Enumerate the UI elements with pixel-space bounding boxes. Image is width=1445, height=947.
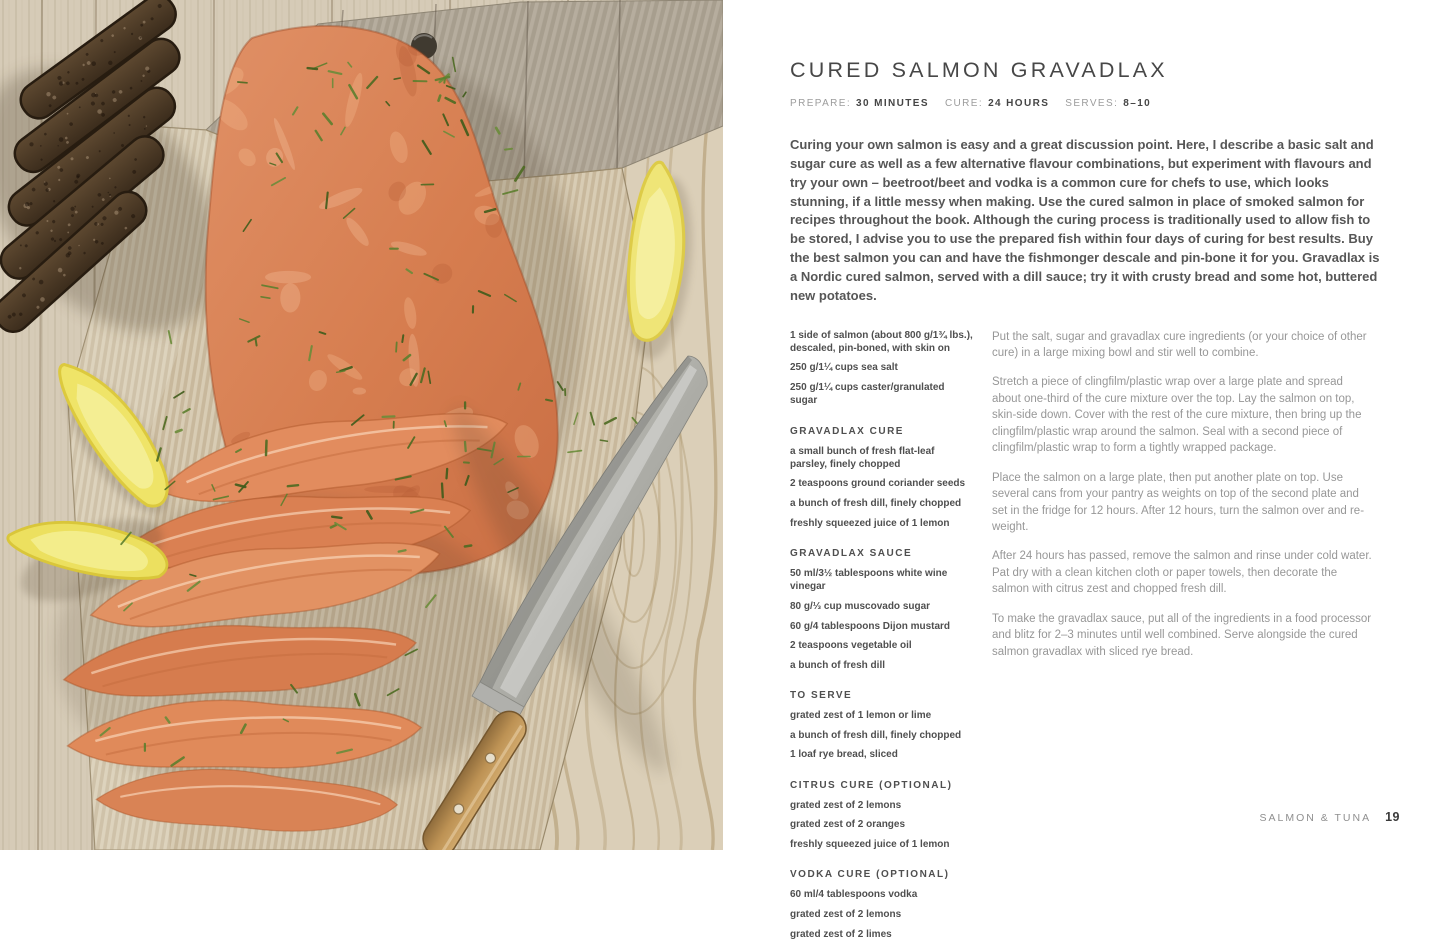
ingredients-main — [790, 329, 974, 408]
ingredient-item: grated zest of 2 limes — [790, 928, 974, 941]
recipe-page — [723, 0, 1445, 850]
ingredient-item: 250 g/1¼ cups caster/granulated sugar — [790, 381, 974, 407]
page-number: 19 — [1385, 810, 1400, 824]
ingredient-item: grated zest of 2 lemons — [790, 908, 974, 921]
method-step: Place the salmon on a large plate, then put another plate on top. Use several cans from your pantry as weights on top of the second plate and set in the fridge for 12 hours. After 12 hours, turn the salmon over and re-weight. — [992, 470, 1374, 536]
ingredient-section-heading: GRAVADLAX SAUCE — [790, 548, 974, 559]
method-step: To make the gravadlax sauce, put all of the ingredients in a food processor and blitz for 2–3 minutes until well combined. Serve alongside the cured salmon gravadlax with sliced rye bread. — [992, 611, 1374, 660]
ingredient-section-heading: GRAVADLAX CURE — [790, 426, 974, 437]
ingredient-item: 250 g/1¼ cups sea salt — [790, 361, 974, 374]
ingredient-item: a bunch of fresh dill, finely chopped — [790, 497, 974, 510]
ingredient-item: a small bunch of fresh flat-leaf parsley, finely chopped — [790, 445, 974, 471]
ingredient-section-citrus-cure — [790, 780, 974, 852]
recipe-intro: Curing your own salmon is easy and a great discussion point. Here, I describe a basic salt and sugar cure as well as a few alternative flavour combinations, but experiment with flavours and try your own – beetroot/beet and vodka is a common cure for chefs to use, which looks stunning, if a little messy when making. Use the cured salmon in place of smoked salmon for recipes throughout the book. Although the curing process is traditionally used to allow fish to be stored, I advise you to use the prepared fish within four days of curing for best results. Buy the best salmon you can and have the fishmonger descale and pin-bone it for you. Gravadlax is a Nordic cured salmon, served with a dill sauce; try it with crusty bread and some hot, buttered new potatoes. — [790, 136, 1384, 306]
recipe-meta — [790, 98, 1400, 109]
ingredient-section-gravadlax-cure — [790, 426, 974, 530]
meta-cure-value: 24 HOURS — [988, 98, 1049, 109]
ingredient-item: freshly squeezed juice of 1 lemon — [790, 838, 974, 851]
ingredient-item: 1 loaf rye bread, sliced — [790, 748, 974, 761]
meta-prepare-value: 30 MINUTES — [856, 98, 929, 109]
ingredient-item: 2 teaspoons vegetable oil — [790, 639, 974, 652]
ingredient-item: 80 g/⅓ cup muscovado sugar — [790, 600, 974, 613]
meta-serves-value: 8–10 — [1123, 98, 1151, 109]
page-footer — [1260, 810, 1400, 824]
ingredient-item: grated zest of 1 lemon or lime — [790, 709, 974, 722]
ingredient-item: 50 ml/3½ tablespoons white wine vinegar — [790, 567, 974, 593]
ingredient-section-to-serve — [790, 690, 974, 762]
ingredient-item: 2 teaspoons ground coriander seeds — [790, 477, 974, 490]
meta-serves-label: SERVES: — [1065, 98, 1118, 109]
method-step: Put the salt, sugar and gravadlax cure ingredients (or your choice of other cure) in a large mixing bowl and stir well to combine. — [992, 329, 1374, 362]
ingredient-item: a bunch of fresh dill, finely chopped — [790, 729, 974, 742]
ingredient-item: grated zest of 2 lemons — [790, 799, 974, 812]
ingredient-item: 1 side of salmon (about 800 g/1¾ lbs.), descaled, pin-boned, with skin on — [790, 329, 974, 355]
ingredient-section-vodka-cure — [790, 869, 974, 941]
ingredients-column — [790, 329, 974, 947]
ingredient-item: a bunch of fresh dill — [790, 659, 974, 672]
ingredient-item: 60 ml/4 tablespoons vodka — [790, 888, 974, 901]
page-title: CURED SALMON GRAVADLAX — [790, 58, 1400, 83]
ingredient-section-heading: VODKA CURE (OPTIONAL) — [790, 869, 974, 880]
recipe-body — [790, 329, 1400, 947]
ingredient-item: 60 g/4 tablespoons Dijon mustard — [790, 620, 974, 633]
ingredient-section-gravadlax-sauce — [790, 548, 974, 672]
recipe-photo — [0, 0, 723, 850]
method-column — [992, 329, 1374, 673]
ingredient-section-heading: CITRUS CURE (OPTIONAL) — [790, 780, 974, 791]
ingredient-item: grated zest of 2 oranges — [790, 818, 974, 831]
method-step: After 24 hours has passed, remove the salmon and rinse under cold water. Pat dry with a clean kitchen cloth or paper towels, then decorate the salmon with citrus zest and chopped fresh dill. — [992, 548, 1374, 597]
recipe-photo-illustration — [0, 0, 723, 850]
meta-prepare-label: PREPARE: — [790, 98, 851, 109]
method-step: Stretch a piece of clingfilm/plastic wrap over a large plate and spread about one-third of the cure mixture over the top. Lay the salmon on top, skin-side down. Cover with the rest of the cure mixture, then bring up the clingfilm/plastic wrap around the salmon. Seal with a second piece of clingfilm/plastic wrap to form a tightly wrapped package. — [992, 374, 1374, 456]
ingredient-section-heading: TO SERVE — [790, 690, 974, 701]
ingredient-item: freshly squeezed juice of 1 lemon — [790, 517, 974, 530]
meta-cure-label: CURE: — [945, 98, 983, 109]
chapter-name: SALMON & TUNA — [1260, 812, 1372, 824]
